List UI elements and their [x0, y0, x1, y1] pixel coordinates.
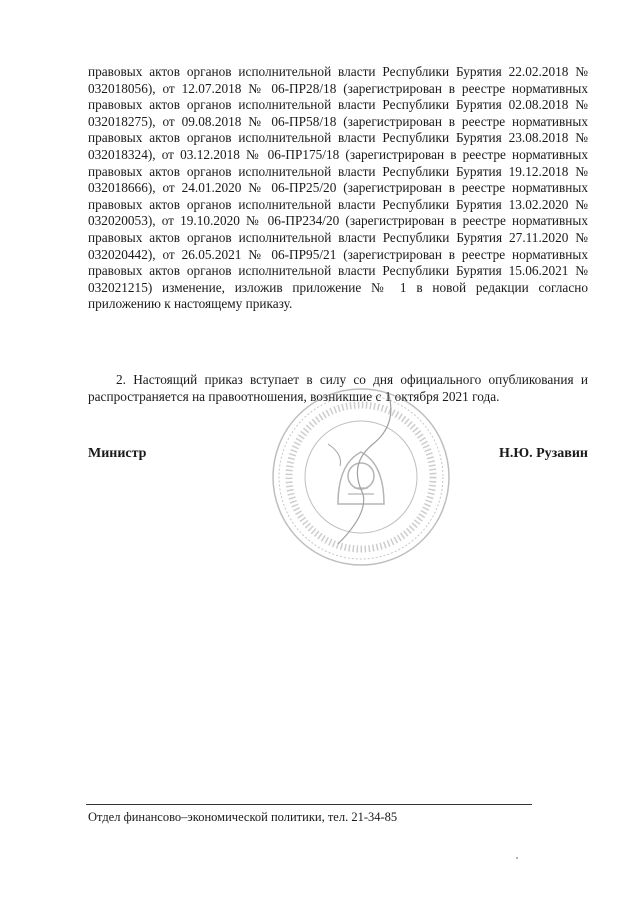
footer-divider: [86, 804, 532, 805]
footer-contact: Отдел финансово–экономической политики, тел. 21-34-85: [88, 810, 398, 824]
signatory-name: Н.Ю. Рузавин: [498, 446, 588, 461]
official-seal: [268, 384, 454, 570]
scan-speck: [516, 857, 518, 859]
body-paragraph-2: 2. Настоящий приказ вступает в силу со дня официального опубликования и распространяется на правоотношения, возникшие с 1 октября 2021 года.: [88, 372, 588, 404]
signatory-title: Министр: [88, 446, 147, 461]
body-paragraph-1: правовых актов органов исполнительной власти Республики Бурятия 22.02.2018 № 032018056), от 12.07.2018 № 06-ПР28/18 (зарегистрирован в реестре нормативных правовых актов органов исполнительной власти Республики Бурятия 02.08.2018 № 032018275), от 09.08.2018 № 06-ПР58/18 (зарегистрирован в реестре нормативных правовых актов органов исполнительной власти Республики Бурятия 23.08.2018 № 032018324), от 03.12.2018 № 06-ПР175/18 (зарегистрирован в реестре нормативных правовых актов органов исполнительной власти Республики Бурятия 19.12.2018 № 032018666), от 24.01.2020 № 06-ПР25/20 (зарегистрирован в реестре нормативных правовых актов органов исполнительной власти Республики Бурятия 13.02.2020 № 032020053), от 19.10.2020 № 06-ПР234/20 (зарегистрирован в реестре нормативных правовых актов органов исполнительной власти Республики Бурятия 27.11.2020 № 032020442), от 26.05.2021 № 06-ПР95/21 (зарегистрирован в реестре нормативных правовых актов органов исполнительной власти Республики Бурятия 15.06.2021 № 032021215) изменение, изложив приложение № 1 в новой редакции согласно приложению к настоящему приказу.: [88, 64, 588, 312]
